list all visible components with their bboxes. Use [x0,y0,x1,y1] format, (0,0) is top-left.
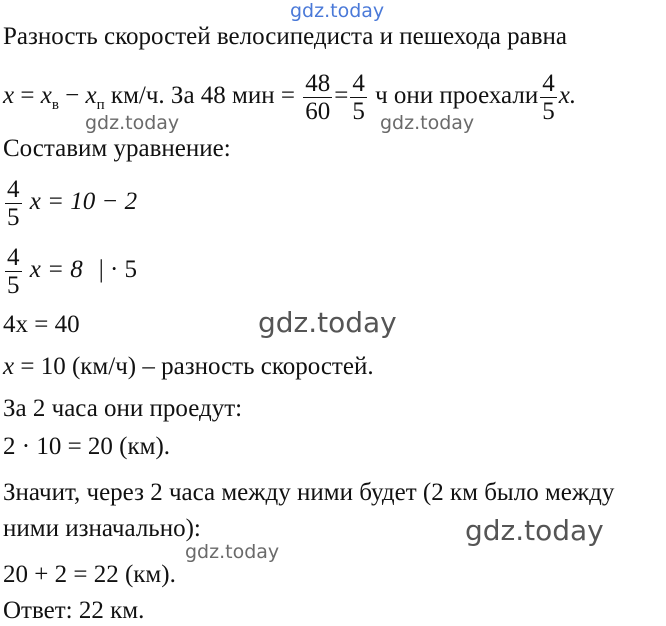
text-line-initially: ними изначально): [3,515,201,542]
equation-4-var: x [3,353,15,380]
fraction-numerator: 48 [305,70,331,97]
unit-kmh: км/ч [104,82,159,110]
fraction-numerator: 4 [542,70,555,97]
watermark-top: gdz.today [290,0,385,22]
equation-2-multiplier: | · 5 [98,256,138,284]
equation-4 [3,352,374,382]
fraction-denominator: 5 [542,98,555,125]
fraction-4-5 [350,70,367,125]
calc-line-2: 20 + 2 = 22 (км). [3,561,176,588]
watermark-1: gdz.today [85,112,180,134]
fraction-4-5-eq1 [5,176,22,231]
subscript-v: в [51,97,59,114]
fraction-numerator: 4 [7,244,20,271]
watermark-5: gdz.today [185,541,280,563]
watermark-4: gdz.today [465,514,604,547]
text-line-intro: Разность скоростей велосипедиста и пешехода равна [3,23,568,50]
fraction-4-5-eq2 [5,244,22,299]
var-xp: x [85,82,97,110]
equation-2-rest: x = 8 [29,256,83,284]
equation-1 [3,176,137,231]
fraction-denominator: 5 [7,204,20,231]
var-x: x [3,82,15,110]
fraction-4-5-b [540,70,557,125]
var-x-end: x. [558,82,577,110]
calc-line-1: 2 · 10 = 20 (км). [3,433,171,460]
equals-sign-2: = [334,82,349,110]
watermark-2: gdz.today [380,112,475,134]
text-line-equation-intro: Составим уравнение: [3,135,231,162]
fraction-numerator: 4 [7,176,20,203]
subscript-p: п [96,97,105,114]
equation-4-rest: = 10 (км/ч) – разность скоростей. [14,353,374,380]
equals-sign: = [14,82,41,110]
text-proehali: ч они проехали [368,82,539,110]
fraction-denominator: 5 [352,98,365,125]
fraction-denominator: 5 [7,272,20,299]
text-line-2-hours: За 2 часа они проедут: [3,395,243,422]
fraction-numerator: 4 [352,70,365,97]
equation-2 [3,244,137,299]
text-line-conclusion: Значит, через 2 часа между ними будет (2 км было между [3,479,615,506]
answer-line: Ответ: 22 км. [3,597,145,624]
fraction-48-60 [303,70,332,125]
var-xv: x [40,82,52,110]
text-48-min: . За 48 мин = [158,82,302,110]
equation-3: 4x = 40 [3,311,80,338]
minus-sign: − [58,82,86,110]
watermark-3: gdz.today [258,306,397,339]
fraction-denominator: 60 [305,98,331,125]
equation-1-rest: x = 10 − 2 [29,188,138,216]
